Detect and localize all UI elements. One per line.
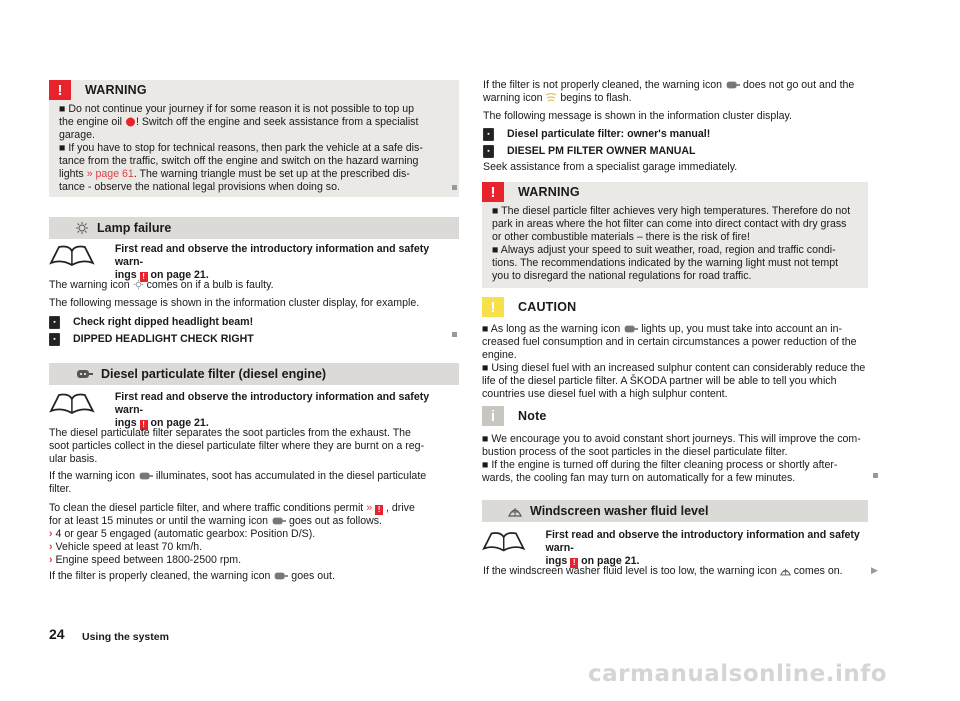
warning-label: WARNING bbox=[85, 82, 147, 97]
paragraph: The warning icon comes on if a bulb is faulty. bbox=[49, 279, 274, 291]
section-heading-washer bbox=[482, 500, 868, 522]
paragraph: The diesel particulate filter separates the soot particles from the exhaust. The soot particles collect in the diesel particulate filter where they are burnt on a reg- ular basis. bbox=[49, 427, 425, 465]
warning-exclamation-icon: ! bbox=[49, 80, 71, 100]
read-first-note bbox=[49, 391, 459, 430]
page-number: 24 bbox=[49, 626, 65, 642]
continue-arrow-icon: ▶ bbox=[871, 565, 878, 575]
warning-exclamation-icon: ! bbox=[482, 182, 504, 202]
note-block: i Note ■ We encourage you to avoid constant short journeys. This will improve the com- bustion process of the soot particles in the diesel particulate filter. ■ If the engine is turned off during the filter cleaning process or shortly after- wards, the cooling fan may turn on automatically for a few minutes. bbox=[482, 407, 861, 484]
section-title: Diesel particulate filter (diesel engine) bbox=[101, 366, 327, 381]
warning-text: ■ The diesel particle filter achieves very high temperatures. Therefore do not park in areas where the hot filter can come into direct contact with dry grass or other combustible materials – there is the risk of fire! ■ Always adjust your speed to suit weather, road, region and traffic condi- tions. The recommendations indicated by the warning light must not tempt you to disregard the national regulations for road traffic. bbox=[492, 205, 851, 282]
warning-icon: ! bbox=[375, 505, 383, 515]
particulate-filter-icon bbox=[623, 324, 638, 334]
warning-text bbox=[49, 100, 459, 194]
open-book-icon bbox=[482, 529, 525, 553]
read-first-note: First read and observe the introductory information and safety warn- ings ! on page 21. bbox=[482, 529, 872, 568]
particulate-filter-icon bbox=[271, 516, 286, 526]
text-line: tance from the traffic, switch off the engine and switch on the hazard warning bbox=[59, 155, 419, 167]
section-end-marker bbox=[452, 332, 457, 337]
warning-box-dpf bbox=[482, 182, 868, 288]
text-line: First read and observe the introductory information and safety warn- bbox=[114, 391, 430, 416]
bullet-arrow-icon: › bbox=[49, 554, 53, 566]
section-title: Windscreen washer fluid level bbox=[530, 503, 709, 518]
text-line: ings ! on page 21. bbox=[114, 417, 209, 429]
text-line: ings ! on page 21. bbox=[545, 555, 640, 567]
paragraph: The following message is shown in the information cluster display, for example. bbox=[49, 297, 420, 309]
particulate-filter-icon bbox=[138, 471, 153, 481]
caution-exclamation-icon: ! bbox=[482, 297, 504, 317]
text-line: garage. bbox=[59, 129, 95, 141]
display-icon: ▪ bbox=[49, 316, 60, 329]
watermark: carmanualsonline.info bbox=[588, 661, 888, 687]
particulate-filter-icon bbox=[75, 368, 93, 380]
text-line: ■ Do not continue your journey if for some reason it is not possible to top up bbox=[59, 103, 415, 115]
glow-plug-icon bbox=[545, 93, 557, 103]
paragraph: If the warning icon illuminates, soot has accumulated in the diesel particulate filter. bbox=[49, 470, 427, 495]
display-icon: ▪ bbox=[483, 145, 494, 158]
open-book-icon bbox=[49, 391, 95, 415]
section-heading-dpf bbox=[49, 363, 459, 385]
caution-label: CAUTION bbox=[518, 299, 577, 314]
message-row: ▪ Diesel particulate filter: owner's manual! ▪ DIESEL PM FILTER OWNER MANUAL bbox=[483, 128, 710, 158]
open-book-icon bbox=[49, 243, 95, 267]
paragraph: If the filter is not properly cleaned, the warning icon does not go out and the warning icon begins to flash. bbox=[483, 79, 855, 104]
footer-section-label: Using the system bbox=[82, 631, 169, 643]
paragraph: If the filter is properly cleaned, the warning icon goes out. bbox=[49, 570, 335, 582]
section-title: Lamp failure bbox=[97, 220, 172, 235]
text-line: ■ If you have to stop for technical reasons, then park the vehicle at a safe dis- bbox=[59, 142, 423, 154]
particulate-filter-icon bbox=[725, 80, 740, 90]
section-end-marker bbox=[873, 473, 878, 478]
warning-box-oil bbox=[49, 80, 459, 197]
paragraph: To clean the diesel particle filter, and where traffic conditions permit » ! , drive for at least 15 minutes or until the warning icon goes out as follows. › 4 or gear 5 engaged (automatic gearbox: Position D/S). › Vehicle speed at least 70 km/h. › Engine speed between 1800-2500 rpm. bbox=[49, 502, 415, 566]
caution-block: ! CAUTION ■ As long as the warning icon lights up, you must take into account an in- creased fuel consumption and in certain circumstances a power reduction of the engine. ■ Using diesel fuel with an increased sulphur content can considerably reduce the life of the diesel particle filter. A ŠKODA partner will be able to tell you which countries use diesel fuel with a high sulphur content. bbox=[482, 298, 866, 400]
washer-fluid-icon bbox=[508, 505, 522, 517]
text-line: tance - observe the national legal provisions when doing so. bbox=[59, 181, 340, 193]
page-link[interactable]: » bbox=[366, 502, 373, 514]
bulb-icon bbox=[75, 222, 89, 234]
bullet-arrow-icon: › bbox=[49, 541, 53, 553]
message-row: ▪ Check right dipped headlight beam! ▪ DIPPED HEADLIGHT CHECK RIGHT bbox=[49, 316, 254, 346]
oil-can-icon bbox=[125, 117, 136, 127]
washer-fluid-icon bbox=[780, 566, 791, 576]
note-info-icon: i bbox=[482, 406, 504, 426]
text-line: First read and observe the introductory information and safety warn- bbox=[114, 243, 430, 268]
warning-label: WARNING bbox=[518, 184, 580, 199]
bulb-icon bbox=[133, 279, 144, 290]
read-first-note bbox=[49, 243, 459, 282]
section-heading-lamp-failure bbox=[49, 217, 459, 239]
warning-icon: ! bbox=[570, 558, 578, 568]
note-label: Note bbox=[518, 408, 547, 423]
paragraph: Seek assistance from a specialist garage immediately. bbox=[483, 161, 738, 173]
section-end-marker bbox=[452, 185, 457, 190]
particulate-filter-icon bbox=[273, 571, 288, 581]
warning-icon: ! bbox=[140, 272, 148, 282]
warning-icon: ! bbox=[140, 420, 148, 430]
text-line: ings ! on page 21. bbox=[114, 269, 209, 281]
bullet-arrow-icon: › bbox=[49, 528, 53, 540]
paragraph: The following message is shown in the information cluster display. bbox=[483, 110, 792, 122]
text-line: the engine oil ! Switch off the engine and seek assistance from a specialist bbox=[59, 116, 419, 128]
display-icon: ▪ bbox=[483, 128, 494, 141]
page-link[interactable]: » page 61 bbox=[86, 168, 134, 180]
text-line: lights » page 61. The warning triangle must be set up at the prescribed dis- bbox=[59, 168, 410, 180]
display-icon: ▪ bbox=[49, 333, 60, 346]
paragraph: If the windscreen washer fluid level is too low, the warning icon comes on. bbox=[483, 565, 843, 577]
